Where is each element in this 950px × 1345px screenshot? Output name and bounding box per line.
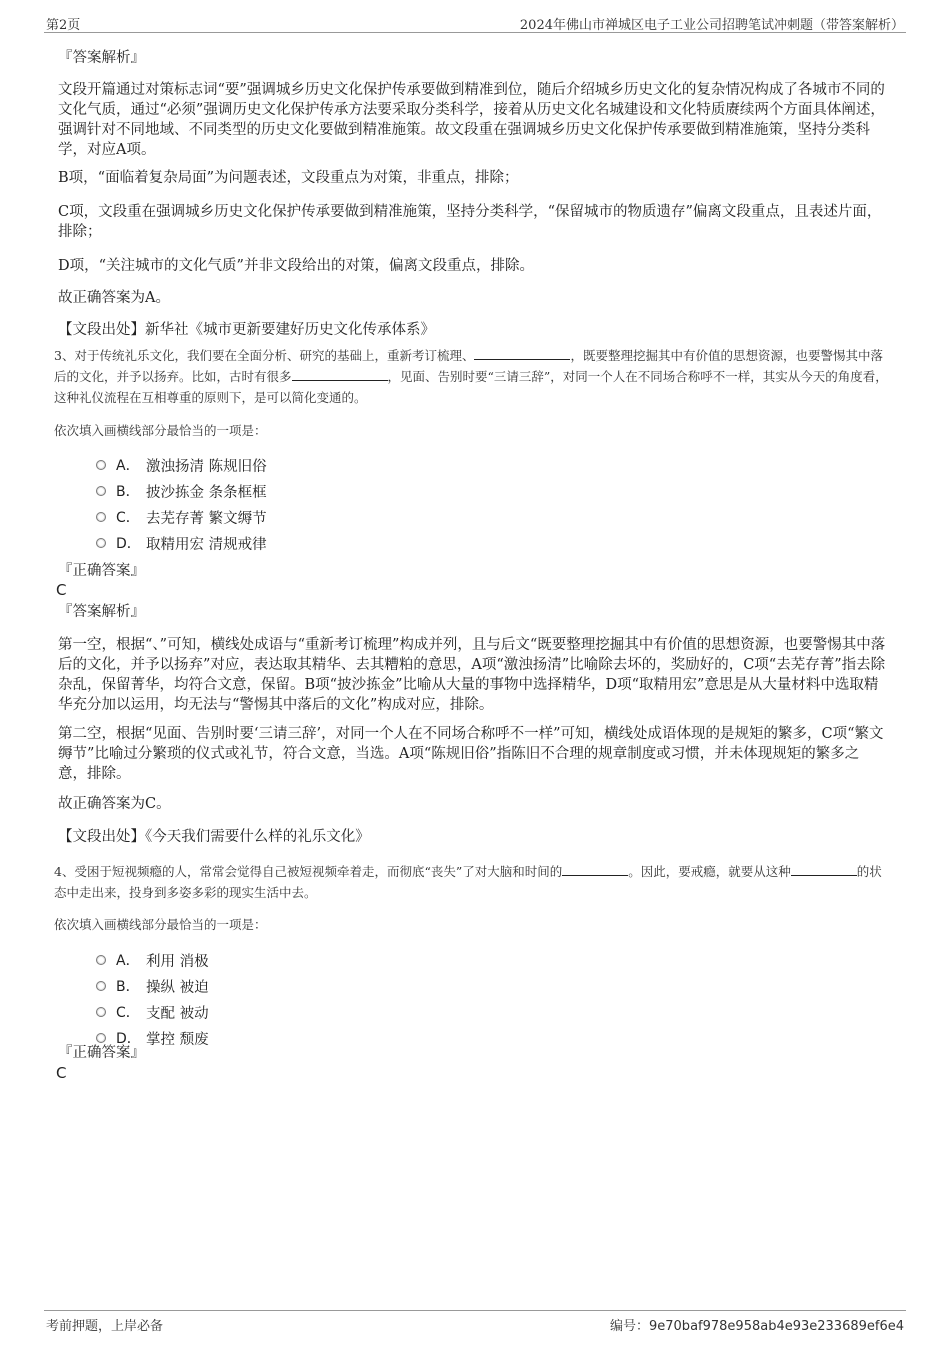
blank-2 <box>292 366 388 381</box>
q3-conclusion: 故正确答案为C。 <box>58 796 171 812</box>
blank-1 <box>562 861 628 876</box>
radio-icon[interactable] <box>96 512 106 522</box>
q3-option-b[interactable]: B． 披沙拣金 条条框框 <box>96 480 267 502</box>
page-footer <box>44 1310 906 1335</box>
radio-icon[interactable] <box>96 1033 106 1043</box>
q2-analysis-p3: C项，文段重在强调城乡历史文化保护传承要做到精准施策，坚持分类科学，“保留城市的物质遗存”偏离文段重点，且表述片面，排除； <box>58 204 882 240</box>
q4-stem: 4、受困于短视频瘾的人，常常会觉得自己被短视频牵着走，而彻底“丧失”了对大脑和时间的 。因此，要戒瘾，就要从这种 的状态中走出来，投身到多姿多彩的现实生活中去。 <box>54 861 894 903</box>
q2-analysis-label: 『答案解析』 <box>58 50 145 66</box>
footer-slogan: 考前押题，上岸必备 <box>46 1319 164 1334</box>
q2-conclusion: 故正确答案为A。 <box>58 290 170 306</box>
q2-analysis-p4: D项，“关注城市的文化气质”并非文段给出的对策，偏离文段重点，排除。 <box>58 258 534 274</box>
q4-option-d[interactable]: D． 掌控 颓废 <box>96 1027 209 1049</box>
q3-option-d[interactable]: D． 取精用宏 清规戒律 <box>96 532 267 554</box>
q3-analysis-label: 『答案解析』 <box>58 604 145 620</box>
q3-option-c[interactable]: C． 去芜存菁 繁文缛节 <box>96 506 267 528</box>
radio-icon[interactable] <box>96 1007 106 1017</box>
radio-icon[interactable] <box>96 460 106 470</box>
q3-analysis-p1: 第一空，根据“、”可知，横线处成语与“重新考订梳理”构成并列，且与后文“既要整理挖掘其中有价值的思想资源，也要警惕其中落后的文化，并予以扬弃”对应，表达取其精华、去其糟粕的意思，A项“激浊扬清”比喻除去坏的，奖励好的，C项“去芜存菁”指去除杂乱，保留菁华，均符合文意，保留。B项“披沙拣金”比喻从大量的事物中选择精华，D项“取精用宏”意思是从大量材料中选取精华充分加以运用，均无法与“警惕其中落后的文化”构成对应，排除。 <box>58 637 886 713</box>
q4-instruction: 依次填入画横线部分最恰当的一项是： <box>54 917 267 932</box>
radio-icon[interactable] <box>96 955 106 965</box>
document-code: 编号：9e70baf978e958ab4e93e233689ef6e4 <box>609 1319 904 1334</box>
q4-option-b[interactable]: B． 操纵 被迫 <box>96 975 209 997</box>
document-title: 2024年佛山市禅城区电子工业公司招聘笔试冲刺题（带答案解析） <box>519 18 904 33</box>
q3-stem: 3、对于传统礼乐文化，我们要在全面分析、研究的基础上，重新考订梳理、 ，既要整理挖掘其中有价值的思想资源，也要警惕其中落后的文化，并予以扬弃。比如，古时有很多 ，见面、告别时要“三请三辞”，对同一个人在不同场合称呼不一样，其实从今天的角度看，这种礼仪流程在互相尊重的原则下，是可以简化变通的。 <box>54 345 894 408</box>
q2-analysis-p1: 文段开篇通过对策标志词“要”强调城乡历史文化保护传承要做到精准到位，随后介绍城乡历史文化的复杂情况构成了各城市不同的文化气质，通过“必须”强调历史文化保护传承方法要采取分类科学，接着从历史文化名城建设和文化特质赓续两个方面具体阐述，强调针对不同地域、不同类型的历史文化要做到精准施策。故文段重在强调城乡历史文化保护传承要做到精准施策，坚持分类科学，对应A项。 <box>58 82 885 158</box>
q3-instruction: 依次填入画横线部分最恰当的一项是： <box>54 423 267 438</box>
q4-correct-answer: C <box>56 1064 67 1082</box>
q3-analysis-p2: 第二空，根据“见面、告别时要‘三请三辞’，对同一个人在不同场合称呼不一样”可知，横线处成语体现的是规矩的繁多，C项“繁文缛节”比喻过分繁琐的仪式或礼节，符合文意，当选。A项“陈规旧俗”指陈旧不合理的规章制度或习惯，并未体现规矩的繁多之意，排除。 <box>58 726 884 782</box>
blank-2 <box>791 861 857 876</box>
page-header <box>44 10 906 33</box>
radio-icon[interactable] <box>96 538 106 548</box>
q3-option-a[interactable]: A． 激浊扬清 陈规旧俗 <box>96 454 267 476</box>
q4-correct-label: 『正确答案』 <box>58 1045 145 1061</box>
blank-1 <box>474 345 570 360</box>
page-number: 第2页 <box>46 18 81 33</box>
q4-option-c[interactable]: C． 支配 被动 <box>96 1001 209 1023</box>
radio-icon[interactable] <box>96 486 106 496</box>
q2-source: 【文段出处】新华社《城市更新要建好历史文化传承体系》 <box>58 322 435 338</box>
q2-analysis-p2: B项，“面临着复杂局面”为问题表述，文段重点为对策，非重点，排除； <box>58 170 519 186</box>
q3-source: 【文段出处】《今天我们需要什么样的礼乐文化》 <box>58 829 370 845</box>
radio-icon[interactable] <box>96 981 106 991</box>
q4-option-a[interactable]: A． 利用 消极 <box>96 949 209 971</box>
q3-correct-label: 『正确答案』 <box>58 563 145 579</box>
q3-correct-answer: C <box>56 581 67 599</box>
